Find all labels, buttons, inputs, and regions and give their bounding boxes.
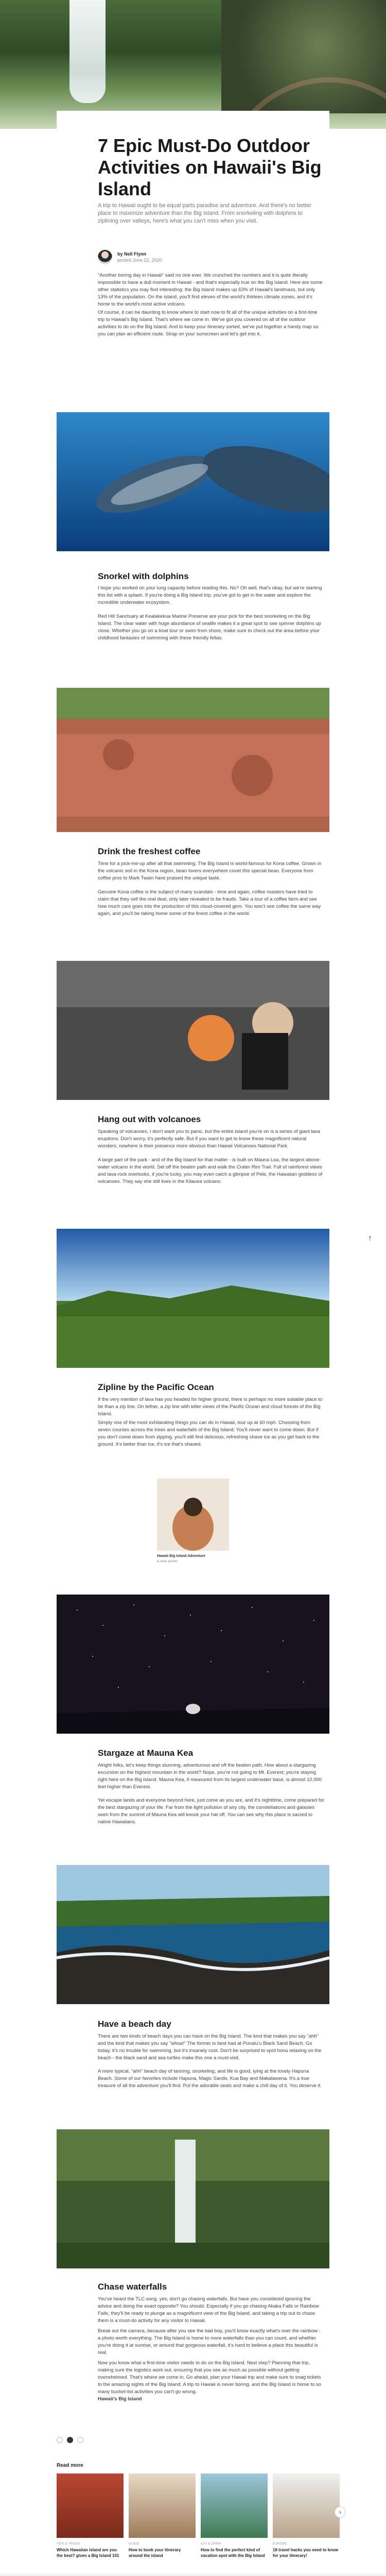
zipline-illustration [57, 1229, 329, 1368]
coffee-illustration [57, 688, 329, 832]
read-more-cards [57, 2473, 365, 2558]
dolphins-paragraph-2: Red Hill Sanctuary at Kealakekua Marine Preserve are your pick for the best snorkeling on the Big Island. The clear water with huge abundance of sealife makes it a great spot to see spinner dolphins up close. Whether you go on a boat tour or swim from shore, make sure to check out the area before your childhood fantasies of swimming with these friendly fellas. [98, 614, 321, 641]
instagram-caption[interactable]: Hawaii Big Island Adventure [157, 1554, 205, 1558]
zipline-paragraph-2: Simply one of the most exhilarating things you can do in Hawaii, tour up at 60 mph. Choosing from seven courses across the trees and waterfalls of the Big Island. You'll never want to come down. But if you don't come down from zipping, you'll still find delicious, refreshing shave ice as you get back to the ground. It's better than ice, it's ice that's shaved. [98, 1420, 320, 1447]
card-thumb-4[interactable] [273, 2473, 340, 2538]
read-more-card-3[interactable] [201, 2473, 268, 2558]
beach-illustration [57, 1865, 329, 2004]
hero-image [0, 0, 386, 129]
waterfalls-bold-phrase: Hawaii's Big Island [98, 2396, 142, 2402]
volcanoes-paragraph-1: Speaking of volcanoes, I don't want you to panic, but the entire island you're on is a series of giant lava eruptions. Don't worry, it's perfectly safe. But if you want to get to know these magnificent natural wonders, nowhere is their presence more obvious than Hawaii Volcanoes National Park. [98, 1129, 320, 1149]
card-thumb-2[interactable] [129, 2473, 196, 2538]
author-avatar [98, 250, 112, 264]
dolphins-illustration [57, 412, 329, 551]
dolphins-paragraph-1: I hope you worked on your lung capacity before reading this. No? Oh well, that's okay, but we're starting this list with a splash. If you're doing a Big Island trip, you've got to get in the water and explore the incredible underwater ecosystem. [98, 585, 322, 605]
instagram-embed[interactable] [157, 1479, 229, 1564]
chevron-right-icon: › [339, 2509, 341, 2516]
instagram-subcaption: & daily guides [157, 1560, 178, 1563]
section-heading-coffee: Drink the freshest coffee [98, 846, 201, 856]
read-more-title: Read more [57, 2463, 83, 2468]
article-title: 7 Epic Must-Do Outdoor Activities on Hawaii's Big Island [98, 135, 322, 199]
instagram-photo[interactable] [157, 1479, 229, 1551]
author-footer [0, 2573, 386, 2576]
card-title-2[interactable]: How to book your itinerary around the island [129, 2548, 181, 2558]
waterfalls-paragraph-1: You've heard the TLC song, yes, don't go chasing waterfalls. But have you considered ignoring the advice and doing the exact opposite? You should. Especially if you go chasing Akaka Falls or Rainbow Falls, they'll be ready to plunge as a magnificent view of the Big Island, and taking a trip out to chase them is a must-do activity for any visitor to Hawaii. [98, 2296, 319, 2324]
section-heading-beach: Have a beach day [98, 2019, 171, 2029]
waterfalls-paragraph-2: Break out the camera, because after you see the bad boy, you'll know exactly what's over the rainbow - a photo worth everything. The Big Island is home to more waterfalls than you can count, and whether you're doing it at sunrise, or around that gorgeous waterfall, it's hard to believe a place this beautiful is real. [98, 2328, 321, 2355]
volcanoes-paragraph-2: A large part of the park - and of the Big Island for that matter - is built on Mauna Loa, the largest above-water volcano in the world. Set off the beaten path and walk the Crater Rim Trail. Full of rainforest views and lava rock overlooks, if you're lucky, you may even catch a glimpse of Pele, the Hawaiian goddess of volcanoes. They say she still lives in the Kilauea volcano. [98, 1157, 323, 1184]
waterfall-illustration [57, 2129, 329, 2268]
zipline-paragraph-1: If the very mention of lava has you headed for higher ground, there is perhaps no more suitable place to be than a zip line. On tether, a zip line with killer views of the Pacific Ocean and cloud forests of the Big Island. [98, 1397, 323, 1417]
card-kicker-4: EUROPE [273, 2542, 287, 2546]
read-more-section [57, 2463, 365, 2558]
stars-illustration [57, 1595, 329, 1734]
zipline-image [57, 1229, 329, 1368]
card-kicker-3: EAT & DRINK [201, 2542, 222, 2546]
carousel-dots [57, 2437, 87, 2443]
carousel-dot-3[interactable] [77, 2437, 83, 2443]
card-kicker-1: TIPS & TRICKS [57, 2542, 81, 2546]
section-heading-waterfalls: Chase waterfalls [98, 2282, 167, 2292]
card-title-4[interactable]: 18 travel hacks you need to know for your itinerary! [273, 2548, 339, 2558]
scroll-to-top-button[interactable] [366, 1234, 374, 1249]
coffee-paragraph-2: Genuine Kona coffee is the subject of many scandals - time and again, coffee roasters have tried to claim that they sell the real deal, only later revealed to be frauds. Take a tour of a coffee farm and see how much care goes into the production of this cloud-covered gem. You won't see coffee the same way again, and you'll be taking home some of the finest coffee in the world. [98, 889, 321, 917]
card-title-3[interactable]: How to find the perfect kind of vacation spot with the Big Island [201, 2548, 265, 2558]
read-more-card-1[interactable] [57, 2473, 124, 2558]
coffee-paragraph-1: Time for a pick-me-up after all that swimming. The Big Island is world-famous for Kona coffee. Grown in the volcanic soil in the Kona region, bean lovers everywhere covet this special bean. Everyone from coffee pros to Mark Twain have praised the unique taste. [98, 861, 322, 881]
carousel-dot-1[interactable] [57, 2437, 63, 2443]
author-byline[interactable] [98, 250, 324, 264]
post-date: posted June 22, 2020 [117, 258, 162, 263]
hero-waterfall [69, 0, 106, 103]
beach-paragraph-1: There are two kinds of beach days you can have on the Big Island. The kind that makes you say "ahh" and the kind that makes you say "whoa!" The former is best had at Punalu'u Black Sand Beach. Go today, it's no trouble for swimming, but it's insanely cool. Don't be surprised to spot honu relaxing on the beach - the black sand and sea turtles make this one a must-visit. [98, 2033, 322, 2061]
card-kicker-2: GUIDE [129, 2542, 139, 2546]
intro-paragraph-1: "Another boring day in Hawaii" said no one ever. We crunched the numbers and it is quite literally impossible to have a dull moment in Hawaii - and that's especially true on the Big Island. Here are some other statistics you may find interesting: the Big Island makes up 63% of Hawaii's landmass, but only 13% of the population. On the island, you'll find eleven of the world's thirteen climate zones, and it's home to the world's most active volcano. [98, 273, 323, 307]
card-title-1[interactable]: Which Hawaiian island are you the best? given a Big Island 101 [57, 2548, 119, 2558]
section-heading-zipline: Zipline by the Pacific Ocean [98, 1382, 214, 1392]
section-heading-stargaze: Stargaze at Mauna Kea [98, 1748, 194, 1758]
article-lead: A trip to Hawaii ought to be equal parts paradise and adventure. And there's no better place to maximize adventure than the Big Island. From snorkeling with dolphins to ziplining over valleys, here's what you can't miss when you visit. [98, 202, 311, 224]
instagram-photo-art [157, 1479, 229, 1551]
card-thumb-1[interactable] [57, 2473, 124, 2538]
volcano-hikers-image [57, 961, 329, 1100]
carousel-dot-2[interactable] [67, 2437, 73, 2443]
waterfall-image [57, 2129, 329, 2268]
stargaze-paragraph-1: Alright folks, let's keep things stunning, adventurous and off the beaten path. How about a stargazing excursion on the highest mountain in the world? Nope, you're not going to Mt. Everest; you're staying right here on the Big Island. Mauna Kea, if measured from its largest underwater base, is almost 10,000 feet higher than Everest. [98, 1762, 322, 1790]
volcano-illustration [57, 961, 329, 1100]
author-name[interactable]: by Nell Flynn [117, 251, 147, 257]
intro-paragraph-2: Of course, it can be daunting to know where to start now to fit all of the unique activities on a first-time trip to Hawaii's Big Island. That's where we come in. We've got you covered on all of the outdoor activities to do on the Big Island. And to keep your itinerary sorted, we've put together a handy map so you can plan an efficient route. Strap on your sunscreen and let's get into it. [98, 310, 319, 337]
beach-paragraph-2: A more typical, "ahh" beach day of tanning, snorkeling, and life is good, lying at the lovely Hapuna Beach. Some of our favorites include Hapuna, Magic Sands, Kua Bay and Makalawena. It's a true treasure of all the adventure you'll find. Put the adorable seals and make a chill day of it. You deserve it. [98, 2069, 322, 2089]
waterfalls-paragraph-3: Now you know what a first-time visitor needs to do on the Big Island. Next step? Planning that trip, making sure the logistics work out, ensuring that you see as much as possible without getting overwhelmed. That's where we come in. Go ahead, plan your Hawaii trip and make sure to snag tickets to the amazing sights of the Big Island. A trip to Hawaii is never boring, and the Big Island is home to so many bucket-list activities you can't go wrong. [98, 2360, 322, 2395]
carousel-next-button[interactable] [335, 2506, 346, 2518]
card-thumb-3[interactable] [201, 2473, 268, 2538]
read-more-card-4[interactable] [273, 2473, 340, 2558]
mauna-kea-image [57, 1595, 329, 1734]
dolphins-image [57, 412, 329, 551]
coffee-image [57, 688, 329, 832]
section-heading-volcanoes: Hang out with volcanoes [98, 1114, 201, 1124]
beach-image [57, 1865, 329, 2004]
section-heading-dolphins: Snorkel with dolphins [98, 571, 189, 581]
arrow-up-icon: ↑ [368, 1234, 372, 1243]
stargaze-paragraph-2: Yet escape lands and everyone beyond here, just come as you are, and it's nighttime, come prepared for the best stargazing of your life. Far from the light pollution of any city, the constellations and galaxies seen from the summit of Mauna Kea will knock your hat off. You can see why this place is sacred to native Hawaiians. [98, 1798, 324, 1825]
read-more-card-2[interactable] [129, 2473, 196, 2558]
